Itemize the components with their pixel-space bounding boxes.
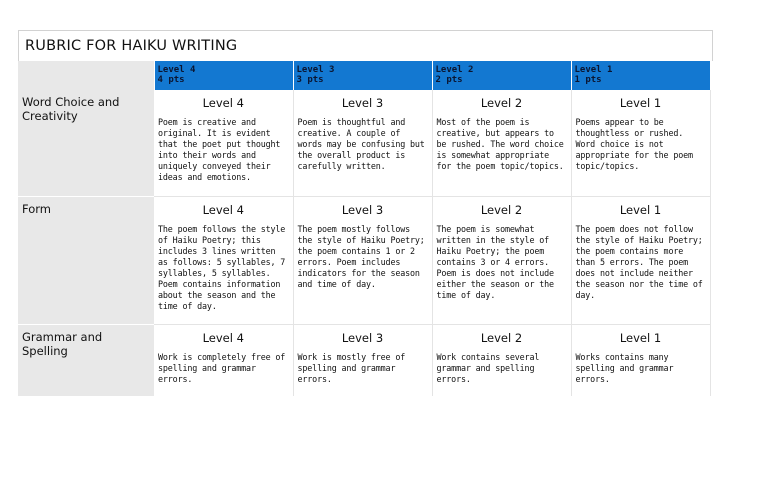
- rubric-cell: [293, 197, 432, 325]
- column-points: 3 pts: [296, 75, 324, 85]
- cell-description: Poem is creative and original. It is evident that the poet put thought into their words and uniquely conveyed their ideas and emotions.: [158, 117, 281, 182]
- column-level: Level 3: [296, 65, 335, 75]
- cell-level-heading: Level 2: [480, 331, 523, 345]
- rubric-cell: [432, 197, 571, 325]
- cell-level-heading: Level 3: [341, 96, 384, 110]
- rubric-cell: [293, 325, 432, 397]
- cell-description: Poems appear to be thoughtless or rushed. Word choice is not appropriate for the poem topic/topics.: [575, 117, 693, 171]
- column-points: 4 pts: [157, 75, 185, 85]
- cell-description: Work is completely free of spelling and grammar errors.: [158, 352, 286, 384]
- cell-level-heading: Level 3: [341, 331, 384, 345]
- cell-level-heading: Level 1: [619, 203, 662, 217]
- rubric-cell: [154, 197, 293, 325]
- criterion-row-word-choice: [18, 90, 710, 197]
- column-header-level-1: [571, 61, 710, 90]
- header-row: [18, 61, 710, 90]
- rubric-title-bar: [18, 30, 713, 61]
- criterion-label: Grammar and Spelling: [18, 325, 154, 397]
- rubric-cell: [293, 90, 432, 197]
- cell-level-heading: Level 2: [480, 203, 523, 217]
- column-points: 1 pts: [574, 75, 602, 85]
- cell-level-heading: Level 4: [202, 96, 244, 110]
- column-header-level-4: [154, 61, 293, 90]
- cell-description: The poem mostly follows the style of Haiku Poetry; the poem contains 1 or 2 errors. Poem includes indicators for the season and time of day.: [297, 224, 425, 289]
- rubric-cell: [154, 325, 293, 397]
- criterion-label: Word Choice and Creativity: [18, 90, 154, 197]
- column-header-level-3: [293, 61, 432, 90]
- column-level: Level 4: [157, 65, 196, 75]
- column-level: Level 1: [574, 65, 613, 75]
- rubric-title: RUBRIC FOR HAIKU WRITING: [25, 38, 238, 54]
- cell-level-heading: Level 1: [619, 331, 662, 345]
- cell-level-heading: Level 3: [341, 203, 384, 217]
- cell-level-heading: Level 2: [480, 96, 523, 110]
- rubric-cell: [432, 325, 571, 397]
- criterion-label: Form: [18, 197, 154, 325]
- cell-level-heading: Level 1: [619, 96, 662, 110]
- cell-level-heading: Level 4: [202, 203, 244, 217]
- column-header-level-2: [432, 61, 571, 90]
- cell-level-heading: Level 4: [202, 331, 244, 345]
- rubric-cell: [571, 90, 710, 197]
- cell-description: Work contains several grammar and spelling errors.: [436, 352, 540, 384]
- rubric-cell: [571, 197, 710, 325]
- rubric-cell: [154, 90, 293, 197]
- rubric-cell: [571, 325, 710, 397]
- cell-description: Works contains many spelling and grammar errors.: [575, 352, 674, 384]
- cell-description: Most of the poem is creative, but appears to be rushed. The word choice is somewhat appropriate for the poem topic/topics.: [436, 117, 564, 171]
- column-points: 2 pts: [435, 75, 463, 85]
- criterion-row-grammar: [18, 325, 710, 397]
- rubric: [18, 30, 713, 396]
- column-level: Level 2: [435, 65, 474, 75]
- cell-description: The poem follows the style of Haiku Poetry; this includes 3 lines written as follows: 5 syllables, 7 syllables, 5 syllables. Poem contains information about the season and the time of day.: [158, 224, 286, 311]
- cell-description: Poem is thoughtful and creative. A couple of words may be confusing but the overall product is carefully written.: [297, 117, 425, 171]
- cell-description: Work is mostly free of spelling and grammar errors.: [297, 352, 406, 384]
- header-corner: [18, 61, 154, 90]
- criterion-row-form: [18, 197, 710, 325]
- rubric-table: [18, 61, 711, 396]
- cell-description: The poem does not follow the style of Haiku Poetry; the poem contains more than 5 errors. The poem does not include neither the season nor the time of day.: [575, 224, 703, 300]
- rubric-cell: [432, 90, 571, 197]
- cell-description: The poem is somewhat written in the style of Haiku Poetry; the poem contains 3 or 4 errors. Poem is does not include either the season or the time of day.: [436, 224, 554, 300]
